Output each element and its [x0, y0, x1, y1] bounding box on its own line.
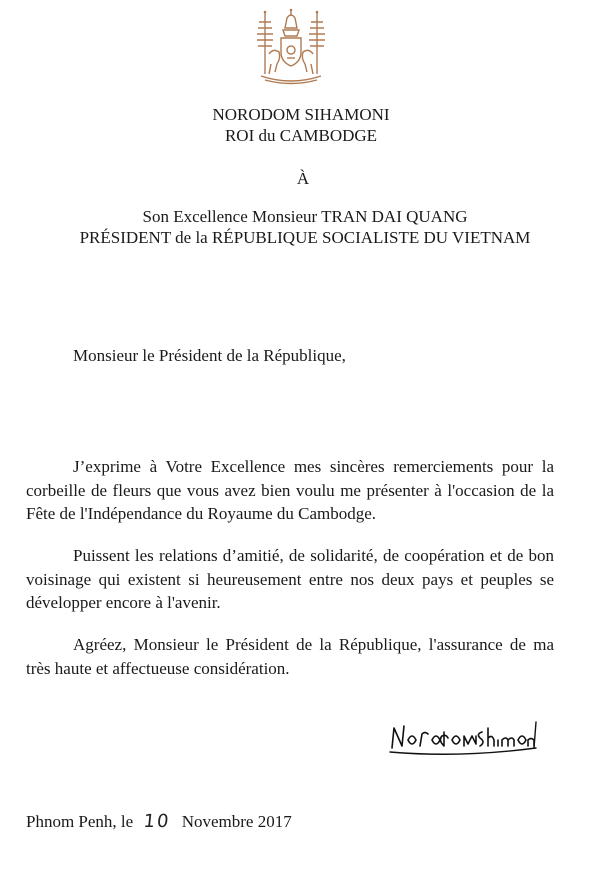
body-paragraph-2: Puissent les relations d’amitié, de solidarité, de coopération et de bon voisinage qui existent si heureusement entre nos deux pays et peuples se développer encore à l'avenir. [26, 546, 554, 612]
body-paragraph-1: J’exprime à Votre Excellence mes sincères remerciements pour la corbeille de fleurs que vous avez bien voulu me présenter à l'occasion de la Fête de l'Indépendance du Royaume du Cambodge. [26, 457, 554, 523]
body-paragraph-3: Agréez, Monsieur le Président de la République, l'assurance de ma très haute et affectueuse considération. [26, 635, 554, 678]
date-place: Phnom Penh, le [26, 812, 134, 831]
royal-arms-icon [247, 8, 335, 86]
dateline [26, 811, 292, 832]
addressee-prefix: À [296, 169, 310, 188]
date-day: 10 [142, 811, 173, 832]
recipient-name: Son Excellence Monsieur TRAN DAI QUANG [142, 207, 468, 226]
sender-name: NORODOM SIHAMONI [212, 105, 390, 124]
sender-title: ROI du CAMBODGE [224, 126, 378, 145]
recipient-block [10, 206, 590, 248]
signature [388, 718, 538, 758]
salutation: Monsieur le Président de la République, [73, 346, 346, 365]
sender-block [6, 104, 590, 146]
date-month-year: Novembre 2017 [181, 812, 292, 831]
recipient-title: PRÉSIDENT de la RÉPUBLIQUE SOCIALISTE DU VIETNAM [79, 228, 531, 247]
